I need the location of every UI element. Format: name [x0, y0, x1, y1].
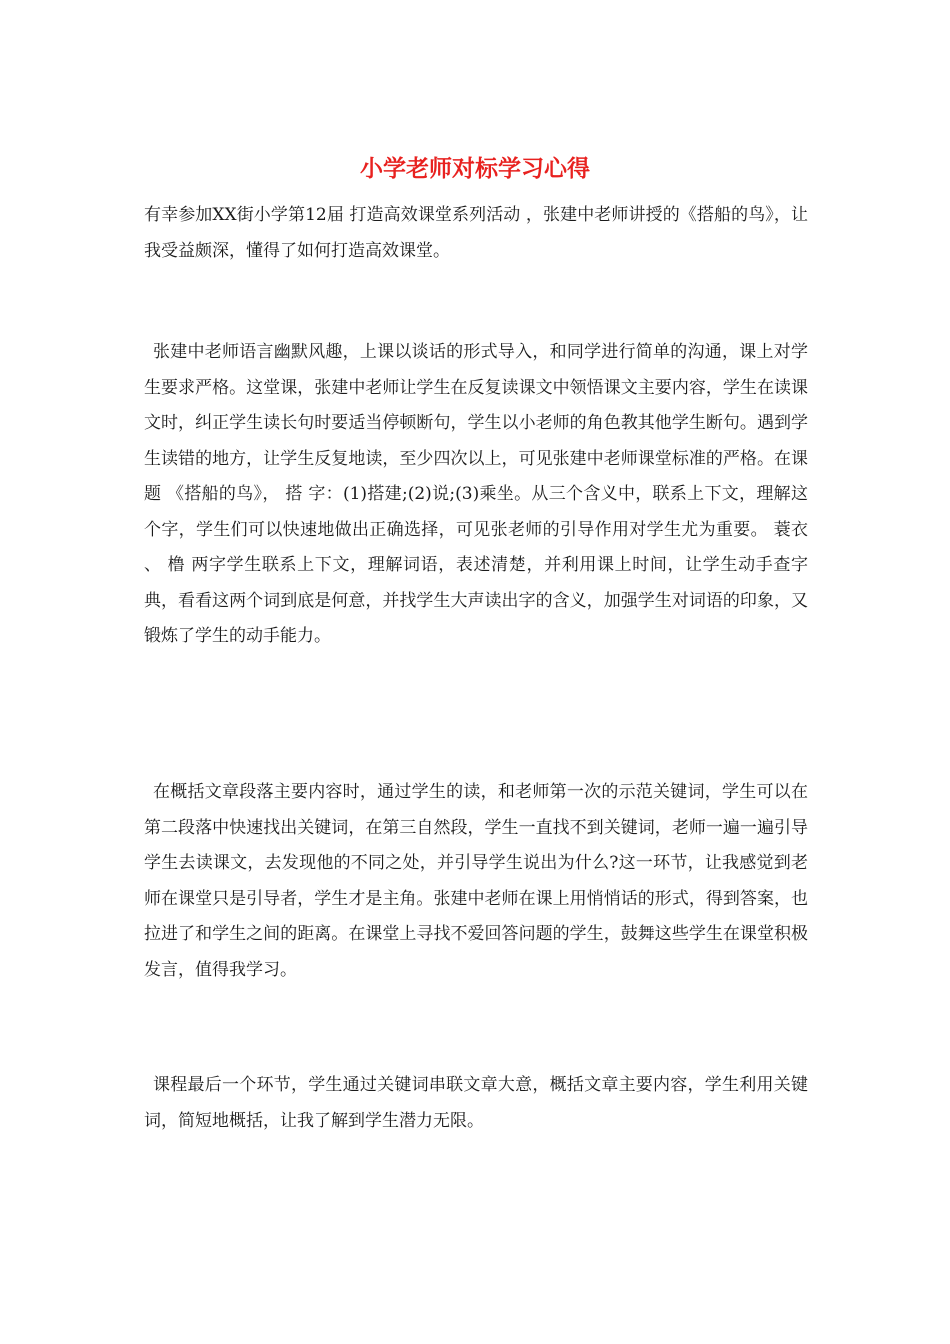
paragraph-summarizing: 在概括文章段落主要内容时，通过学生的读，和老师第一次的示范关键词，学生可以在第二段落中快速找出关键词，在第三自然段，学生一直找不到关键词，老师一遍一遍引导学生去读课文，去发现他的不同之处，并引导学生说出为什么?这一环节，让我感觉到老师在课堂只是引导者，学生才是主角。张建中老师在课上用悄悄话的形式，得到答案，也拉进了和学生之间的距离。在课堂上寻找不爱回答问题的学生，鼓舞这些学生在课堂积极发言，值得我学习。: [144, 782, 808, 980]
document-title: 小学老师对标学习心得: [360, 155, 590, 182]
paragraph-conclusion: 课程最后一个环节，学生通过关键词串联文章大意，概括文章主要内容，学生利用关键词，简短地概括，让我了解到学生潜力无限。: [144, 1075, 808, 1131]
paragraph-intro: 有幸参加XX街小学第12届 打造高效课堂系列活动 ，张建中老师讲授的《搭船的鸟》，让我受益颇深，懂得了如何打造高效课堂。: [144, 205, 808, 261]
paragraph-teaching-style: 张建中老师语言幽默风趣，上课以谈话的形式导入，和同学进行简单的沟通，课上对学生要求严格。这堂课，张建中老师让学生在反复读课文中领悟课文主要内容，学生在读课文时，纠正学生读长句时要适当停顿断句，学生以小老师的角色教其他学生断句。遇到学生读错的地方，让学生反复地读，至少四次以上，可见张建中老师课堂标准的严格。在课题 《搭船的鸟》， 搭 字：(1)搭建;(2)说;(3)乘坐。从三个含义中，联系上下文，理解这个字，学生们可以快速地做出正确选择，可见张老师的引导作用对学生尤为重要。 蓑衣 、 橹 两字学生联系上下文，理解词语，表述清楚，并利用课上时间，让学生动手查字典，看看这两个词到底是何意，并找学生大声读出字的含义，加强学生对词语的印象，又锻炼了学生的动手能力。: [144, 342, 808, 646]
